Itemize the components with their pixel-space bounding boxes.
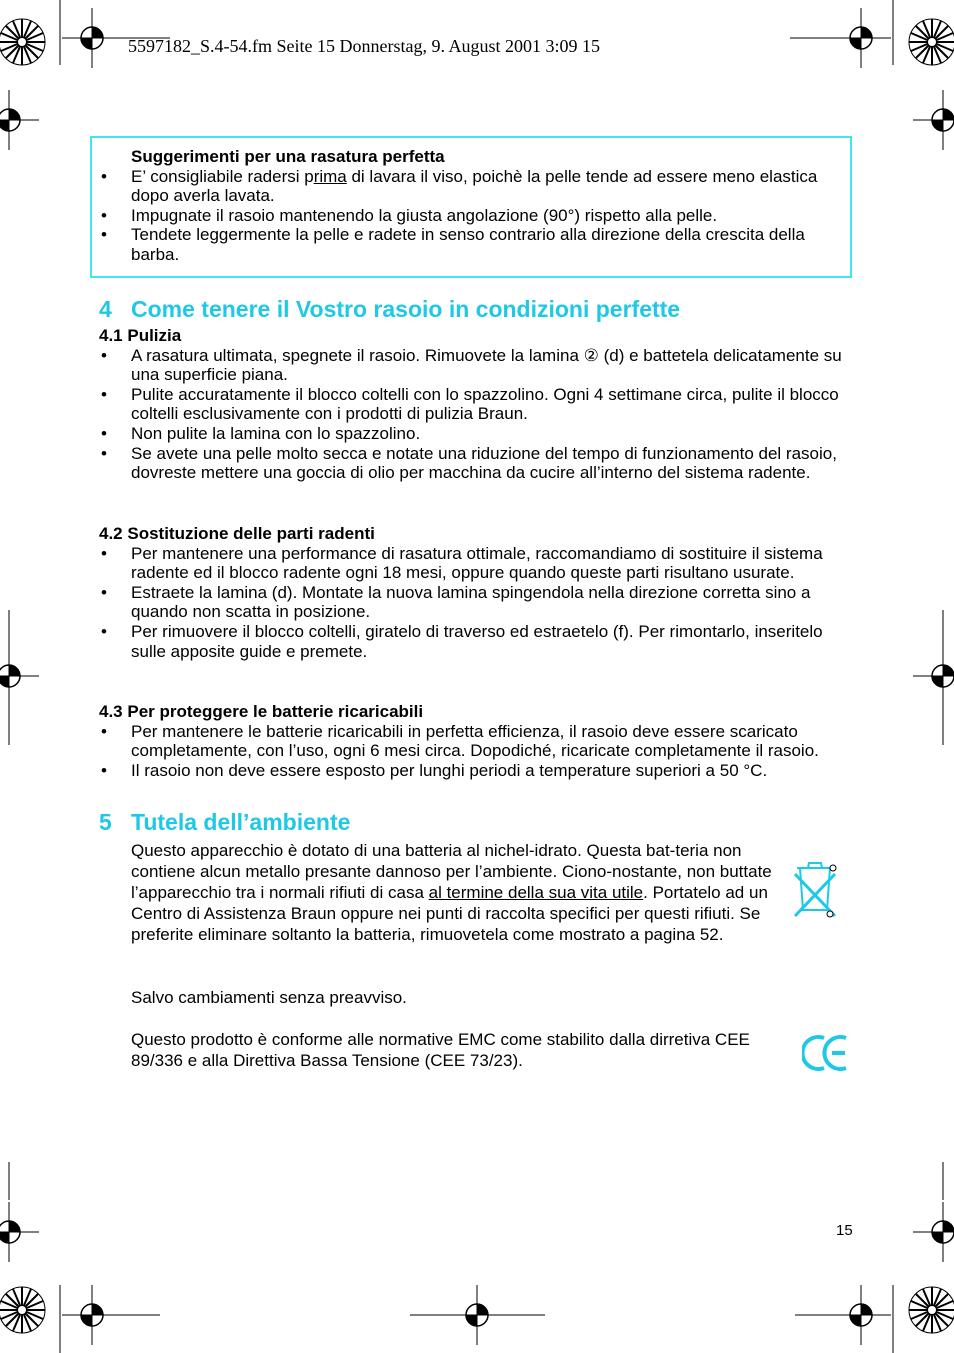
section-5-title: 5 Tutela dell’ambiente xyxy=(99,809,351,835)
tips-item: • E’ consigliabile radersi prima di lavara il viso, poichè la pelle tende ad essere meno elastica dopo averla lavata. xyxy=(99,167,854,206)
ce-mark-icon xyxy=(802,1032,850,1074)
list-item: • Per mantenere le batterie ricaricabili in perfetta efficienza, il rasoio deve essere scaricato completamente, con l’uso, ogni 6 mesi circa. Dopodiché, ricaricate completamente il rasoio. xyxy=(99,722,856,761)
list-item: • Il rasoio non deve essere esposto per lunghi periodi a temperature superiori a 50 °C. xyxy=(99,761,856,781)
tips-section xyxy=(99,147,854,265)
list-item: • Per rimuovere il blocco coltelli, giratelo di traverso ed estraetelo (f). Per rimontarlo, inseritelo sulle apposite guide e premete. xyxy=(99,622,856,661)
section-4-2-title: 4.2 Sostituzione delle parti radenti xyxy=(99,524,375,543)
tips-item: • Tendete leggermente la pelle e radete in senso contrario alla direzione della crescita della barba. xyxy=(99,225,854,264)
file-header: 5597182_S.4-54.fm Seite 15 Donnerstag, 9. August 2001 3:09 15 xyxy=(128,36,600,56)
list-item: • Per mantenere una performance di rasatura ottimale, raccomandiamo di sostituire il sistema radente ed il blocco radente ogni 18 mesi, oppure quando queste parti risultano usurate. xyxy=(99,544,856,583)
list-item: • Se avete una pelle molto secca e notate una riduzione del tempo di funzionamento del rasoio, dovreste mettere una goccia di olio per macchina da cucire all’interno del sistema radente. xyxy=(99,444,856,483)
tips-title: Suggerimenti per una rasatura perfetta xyxy=(131,147,445,166)
notice-paragraph: Salvo cambiamenti senza preavviso. xyxy=(131,988,407,1007)
list-item: • Estraete la lamina (d). Montate la nuova lamina spingendola nella direzione corretta sino a quando non scatta in posizione. xyxy=(99,583,856,622)
section-4-1-title: 4.1 Pulizia xyxy=(99,326,182,345)
environment-paragraph: Questo apparecchio è dotato di una batteria al nichel-idrato. Questa bat-teria non contiene alcun metallo presante dannoso per l’ambiente. Ciono-nostante, non buttate l’apparecchio tra i normali rifiuti di casa al termine della sua vita utile. Portatelo ad un Centro di Assistenza Braun oppure nei punti di raccolta specifici per questi rifiuti. Se preferite eliminare soltanto la batteria, rimuovetela come mostrato a pagina 52. xyxy=(131,841,772,944)
conformity-paragraph: Questo prodotto è conforme alle normative EMC come stabilito dalla dirretiva CEE 89/336 e alla Direttiva Bassa Tensione (CEE 73/23). xyxy=(131,1030,750,1070)
section-4-title: 4 Come tenere il Vostro rasoio in condizioni perfette xyxy=(99,296,681,322)
page-number: 15 xyxy=(836,1222,853,1239)
list-item: • Pulite accuratamente il blocco coltelli con lo spazzolino. Ogni 4 settimane circa, pulite il blocco coltelli esclusivamente con i prodotti di pulizia Braun. xyxy=(99,385,856,424)
list-item: • A rasatura ultimata, spegnete il rasoio. Rimuovete la lamina ② (d) e battetela delicatamente su una superficie piana. xyxy=(99,346,856,385)
tips-item: • Impugnate il rasoio mantenendo la giusta angolazione (90°) rispetto alla pelle. xyxy=(99,206,854,226)
section-4-3-title: 4.3 Per proteggere le batterie ricaricabili xyxy=(99,702,424,721)
section-4-1 xyxy=(99,326,856,483)
section-4-2 xyxy=(99,524,856,661)
list-item: • Non pulite la lamina con lo spazzolino. xyxy=(99,424,856,444)
waste-bin-icon xyxy=(790,858,840,922)
section-4-3 xyxy=(99,702,856,780)
